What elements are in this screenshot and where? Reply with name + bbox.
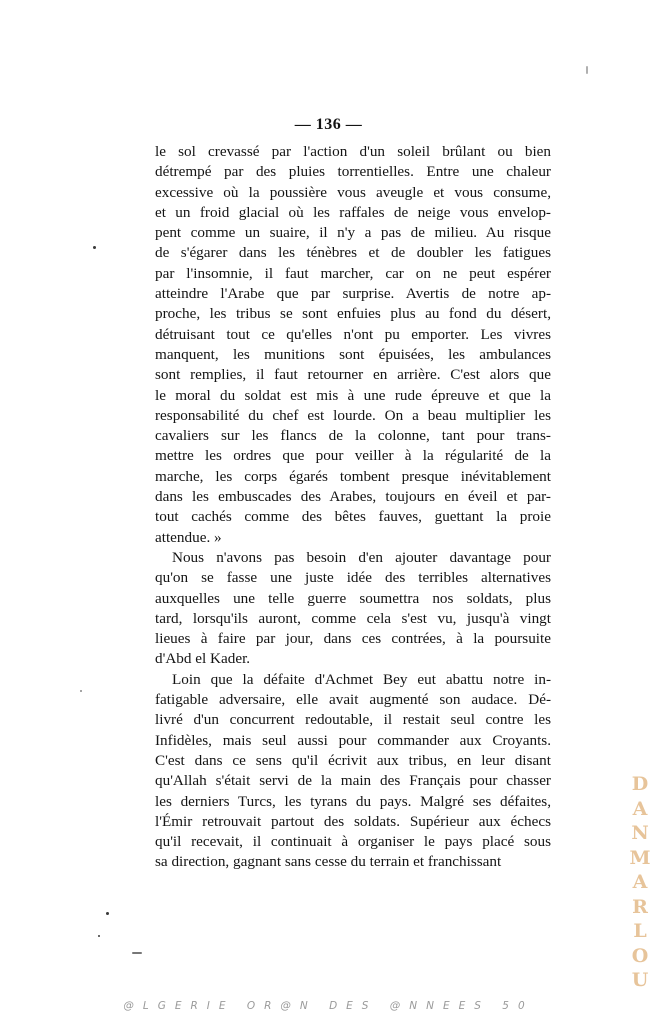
- paragraph: [155, 548, 551, 670]
- text-line: le sol crevassé par l'action d'un soleil brûlant ou bien: [155, 143, 551, 160]
- scan-speck: [132, 952, 142, 954]
- vertical-watermark: [629, 772, 651, 993]
- watermark-letter: M: [629, 846, 651, 869]
- watermark-letter: O: [631, 944, 649, 967]
- text-line: détruisant tout ce qu'elles n'ont pu emporter. Les vivres: [155, 325, 551, 343]
- text-line: fatigable adversaire, elle avait augmenté son audace. Dé-: [155, 691, 551, 709]
- text-line: Infidèles, mais seul aussi pour commander aux Croyants.: [155, 731, 551, 749]
- text-line: auxquelles une telle guerre soumettra nos soldats, plus: [155, 589, 551, 607]
- text-line: Nous n'avons pas besoin d'en ajouter davantage pour: [172, 548, 551, 566]
- text-line: proche, les tribus se sont enfuies plus au fond du désert,: [155, 305, 551, 323]
- paragraph: [155, 142, 551, 548]
- page-number: — 136 —: [294, 116, 363, 133]
- watermark-letter: N: [631, 822, 649, 844]
- text-line: sa direction, gagnant sans cesse du terrain et franchissant: [155, 853, 502, 871]
- text-line: tard, lorsqu'ils auront, comme cela s'est vu, jusqu'à vingt: [155, 609, 551, 627]
- text-line: Loin que la défaite d'Achmet Bey eut abattu notre in-: [172, 670, 551, 688]
- watermark-letter: A: [632, 797, 648, 820]
- text-line: cavaliers sur les flancs de la colonne, tant pour trans-: [155, 427, 551, 445]
- scan-speck: [106, 912, 109, 915]
- text-line: attendue. »: [155, 528, 222, 546]
- text-line: de s'égarer dans les ténèbres et de doubler les fatigues: [155, 244, 551, 262]
- text-line: dans les embuscades des Arabes, toujours en éveil et par-: [155, 488, 551, 506]
- watermark-letter: A: [632, 871, 648, 893]
- text-line: qu'Allah s'était servi de la main des Français pour chasser: [155, 772, 551, 790]
- scan-speck: [80, 690, 82, 692]
- watermark-letter: R: [632, 895, 648, 918]
- text-line: atteindre l'Arabe que par surprise. Avertis de notre ap-: [155, 285, 551, 303]
- text-line: le moral du soldat est mis à une rude épreuve et que la: [155, 386, 551, 404]
- text-line: sont remplies, il faut retourner en arrière. C'est alors que: [155, 366, 551, 384]
- text-line: détrempé par des pluies torrentielles. Entre une chaleur: [155, 163, 551, 181]
- body-text: [155, 142, 551, 873]
- text-line: excessive où la poussière vous aveugle et vous consume,: [155, 183, 551, 201]
- text-line: lieues à faire par jour, dans ces contrées, à la poursuite: [155, 630, 551, 648]
- text-line: qu'on se fasse une juste idée des terribles alternatives: [155, 569, 551, 587]
- watermark-letter: L: [633, 920, 647, 942]
- text-line: tout cachés comme des bêtes fauves, guettant la proie: [155, 508, 551, 526]
- text-line: responsabilité du chef est lourde. On a beau multiplier les: [155, 406, 551, 424]
- text-line: mettre les ordres que pour veiller à la régularité de la: [155, 447, 551, 465]
- text-line: par l'insomnie, il faut marcher, car on ne peut espérer: [155, 264, 551, 282]
- watermark-letter: D: [631, 773, 649, 795]
- text-line: manquent, les munitions sont épuisées, les ambulances: [155, 345, 551, 363]
- scan-speck: [93, 246, 96, 249]
- text-line: C'est dans ce sens qu'il écrivit aux tribus, en leur disant: [155, 751, 551, 769]
- scan-speck: [98, 935, 100, 937]
- text-line: les derniers Turcs, les tyrans du pays. Malgré ses défaites,: [155, 792, 551, 810]
- footer-caption: @LGERIE OR@N DES @NNEES 50: [123, 1000, 534, 1012]
- text-line: et un froid glacial où les raffales de neige vous envelop-: [155, 203, 551, 221]
- text-line: marche, les corps égarés tombent presque inévitablement: [155, 467, 551, 485]
- watermark-letter: U: [631, 969, 649, 991]
- text-line: livré d'un concurrent redoutable, il restait seul contre les: [155, 711, 551, 729]
- text-line: l'Émir retrouvait partout des soldats. Supérieur aux échecs: [155, 812, 551, 830]
- text-line: d'Abd el Kader.: [155, 650, 251, 668]
- scan-speck: [586, 66, 588, 74]
- text-line: qu'il recevait, il continuait à organiser le pays placé sous: [155, 833, 551, 851]
- paragraph: [155, 670, 551, 873]
- text-line: pent comme un suaire, il n'y a pas de milieu. Au risque: [155, 224, 551, 242]
